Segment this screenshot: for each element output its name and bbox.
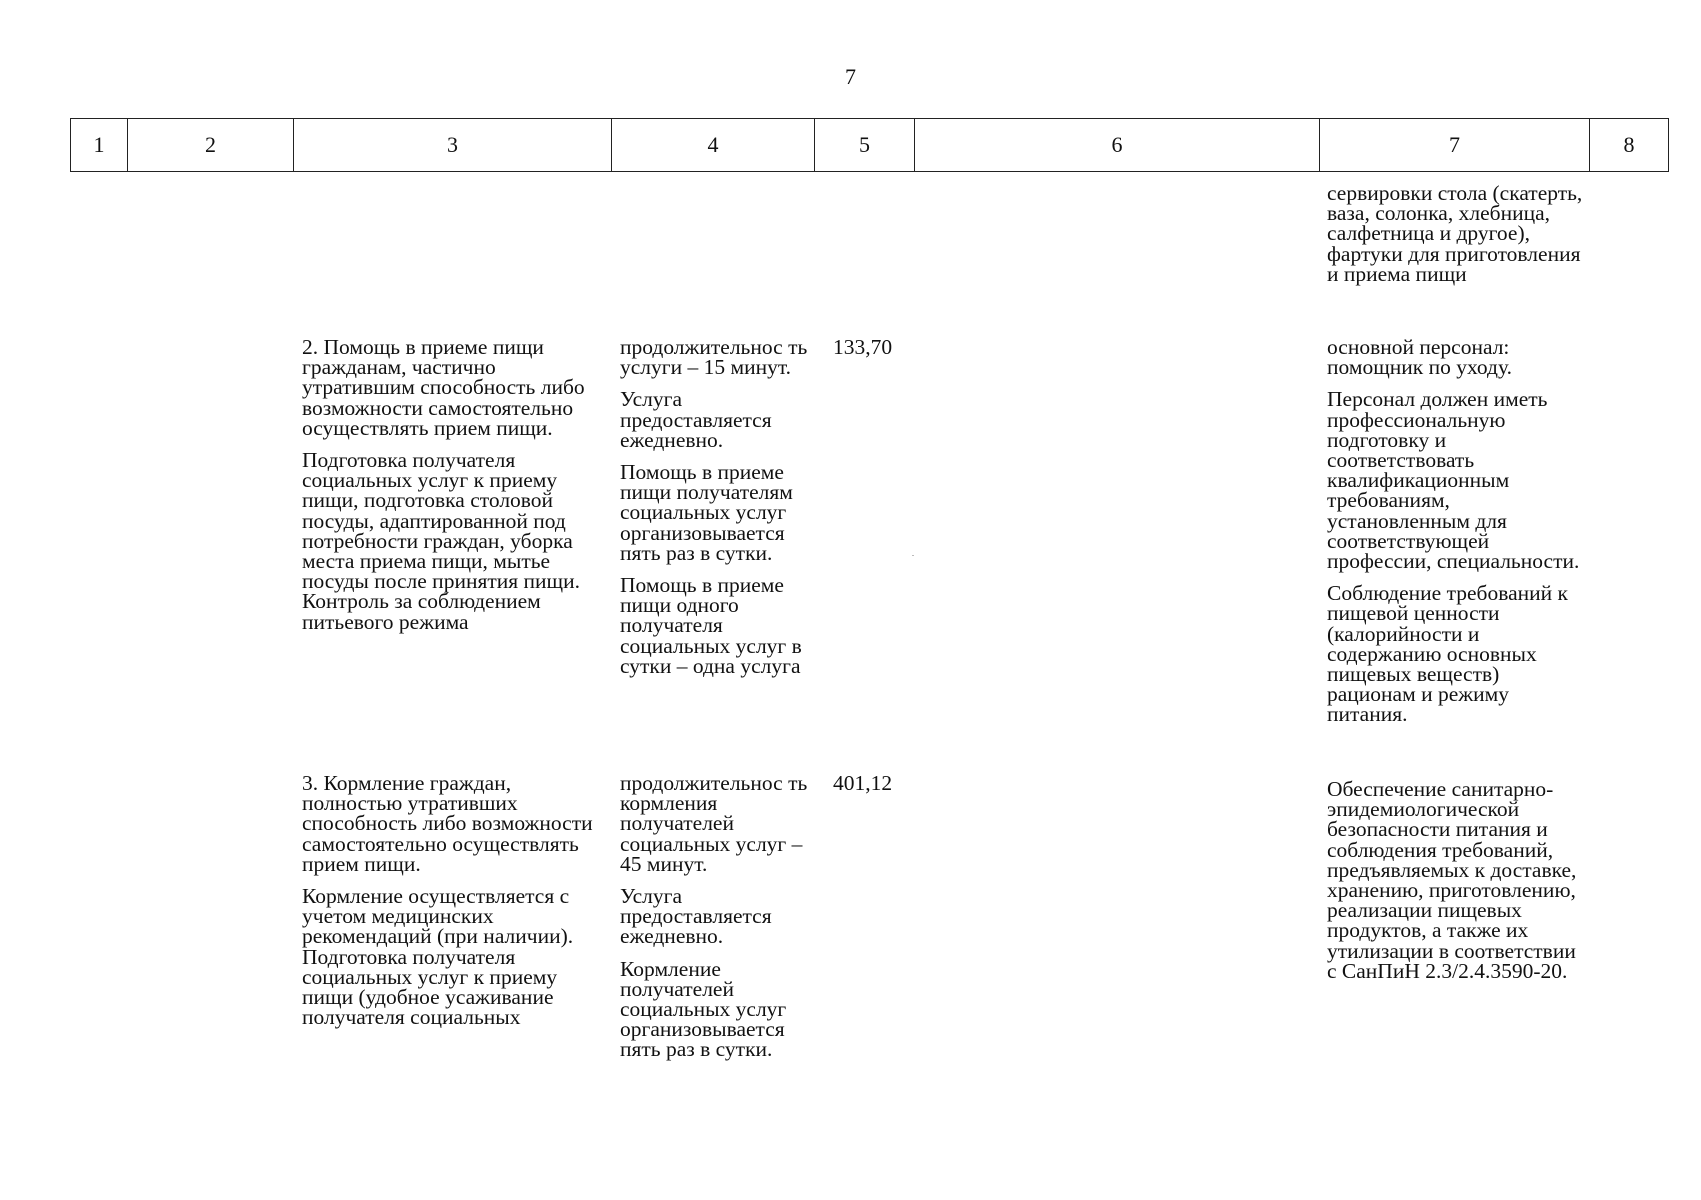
row-3-col4-p3: Кормление получателей социальных услуг организовывается пять раз в сутки. (620, 956, 787, 1062)
row-3-col3-p2: Кормление осуществляется с учетом медицинских рекомендаций (при наличии). Подготовка получателя социальных услуг к приему пищи (удобное усаживание получателя социальных (302, 884, 574, 1030)
row-3-col4-p2: Услуга предоставляется ежедневно. (620, 884, 772, 949)
table-header-row (70, 118, 1669, 172)
row-2-col3-p1: 2. Помощь в приеме пищи гражданам, частично утратившим способность либо возможности самостоятельно осуществлять прием пищи. (302, 335, 585, 440)
column-header-2: 2 (128, 119, 294, 172)
row-3-conditions (620, 773, 816, 1060)
scan-speck (912, 555, 914, 556)
row-2-col7-p2: Персонал должен иметь профессиональную подготовку и соответствовать квалификационным требованиям, установленным для соответствующей профессии, специальности. (1327, 387, 1580, 574)
column-header-6: 6 (915, 119, 1320, 172)
row-2-col7-p3: Соблюдение требований к пищевой ценности (калорийности и содержанию основных пищевых веществ) рационам и режиму питания. (1327, 581, 1568, 727)
page-number: 7 (845, 64, 856, 89)
row-2-price: 133,70 (833, 335, 893, 359)
row-3-requirements (1327, 779, 1589, 981)
row-2-requirements (1327, 337, 1589, 725)
row-2-conditions (620, 337, 816, 676)
row-3-col4-p1: продолжительнос ть кормления получателей социальных услуг – 45 минут. (620, 771, 808, 876)
row-3-description (302, 771, 612, 1030)
row-2-col4-p3: Помощь в приеме пищи получателям социальных услуг организовывается пять раз в сутки. (620, 460, 793, 565)
row-2-col7-p1: основной персонал: помощник по уходу. (1327, 335, 1512, 380)
column-header-3: 3 (294, 119, 612, 172)
column-header-5: 5 (815, 119, 915, 172)
row-3-col7-p1: Обеспечение санитарно-эпидемиологической безопасности питания и соблюдения требований, предъявляемых к доставке, хранению, приготовлению, реализации пищевых продуктов, а также их утилизации в соответствии с СанПиН 2.3/2.4.3590-20. (1327, 777, 1577, 983)
row-3-col3-p1: 3. Кормление граждан, полностью утративших способность либо возможности самостоятельно осуществлять прием пищи. (302, 771, 593, 876)
row-2-col4-p2: Услуга предоставляется ежедневно. (620, 387, 772, 452)
column-header-4: 4 (612, 119, 815, 172)
continued-col7-paragraph: сервировки стола (скатерть, ваза, солонка, хлебница, салфетница и другое), фартуки для приготовления и приема пищи (1327, 181, 1583, 286)
row-2-col3-p2: Подготовка получателя социальных услуг к приему пищи, подготовка столовой посуды, адаптированной под потребности граждан, уборка места приема пищи, мытье посуды после принятия пищи. Контроль за соблюдением питьевого режима (302, 448, 580, 634)
row-2-col4-p1: продолжительнос ть услуги – 15 минут. (620, 335, 808, 380)
column-header-8: 8 (1590, 119, 1669, 172)
continued-col7-text (1327, 183, 1589, 284)
column-header-1: 1 (71, 119, 128, 172)
row-2-col4-p4: Помощь в приеме пищи одного получателя социальных услуг в сутки – одна услуга (620, 573, 802, 678)
row-2-description (302, 337, 612, 632)
column-header-7: 7 (1320, 119, 1590, 172)
row-3-price: 401,12 (833, 771, 893, 795)
